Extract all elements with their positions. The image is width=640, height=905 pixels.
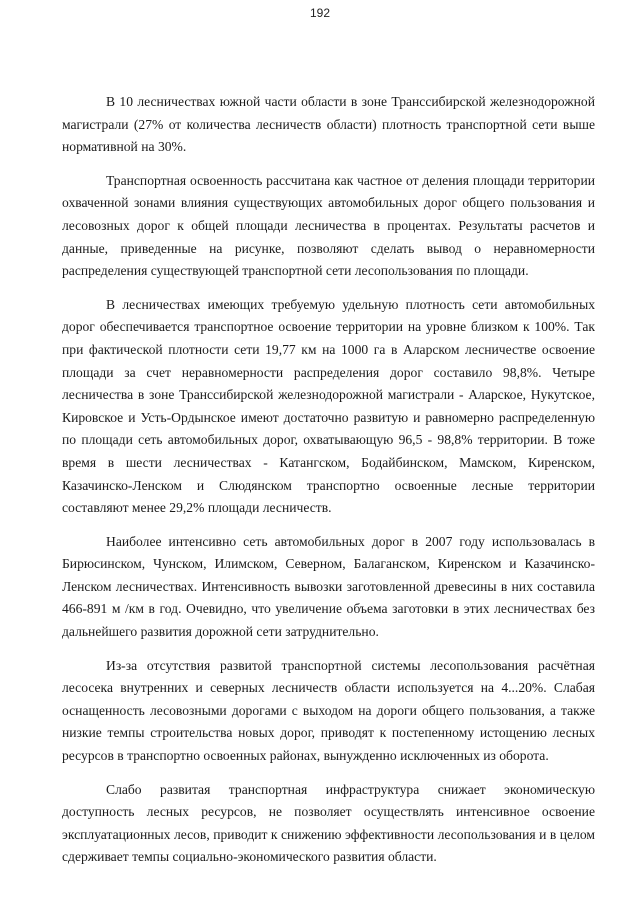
paragraph-2: Транспортная освоенность рассчитана как частное от деления площади территории охваченной зонами влияния существующих автомобильных дорог общего пользования и лесовозных дорог к общей площади лесничества в процентах. Результаты расчетов и данные, приведенные на рисунке, позволяют сделать вывод о неравномерности распределения существующей транспортной сети лесопользования по площади. [62,172,595,279]
paragraph-1: В 10 лесничествах южной части области в зоне Транссибирской железнодорожной магистрали (27% от количества лесничеств области) плотность транспортной сети выше нормативной на 30%. [62,94,595,155]
paragraph-3: В лесничествах имеющих требуемую удельную плотность сети автомобильных дорог обеспечивается транспортное освоение территории на уровне близком к 100%. Так при фактической плотности сети 19,77 км на 1000 га в Аларском лесничестве освоение площади за счет неравномерности распределения дорог составило 98,8%. Четыре лесничества в зоне Транссибирской железнодорожной магистрали - Аларское, Нукутское, Кировское и Усть-Ордынское имеют достаточно развитую и равномерно распределенную по площади сеть автомобильных дорог, охватывающую 96,5 - 98,8% территории. В тоже время в шести лесничествах - Катангском, Бодайбинском, Мамском, Киренском, Казачинско-Ленском и Слюдянском транспортно освоенные лесные территории составляют менее 29,2% площади лесничеств. [62,296,595,516]
paragraph-4: Наиболее интенсивно сеть автомобильных дорог в 2007 году использовалась в Бирюсинском, Чунском, Илимском, Северном, Балаганском, Киренском и Казачинско-Ленском лесничествах. Интенсивность вывозки заготовленной древесины в них составила 466-891 м /км в год. Очевидно, что увеличение объема заготовки в этих лесничествах без дальнейшего развития дорожной сети затруднительно. [62,533,595,640]
paragraph-5: Из-за отсутствия развитой транспортной системы лесопользования расчётная лесосека внутренних и северных лесничеств области используется на 4...20%. Слабая оснащенность лесовозными дорогами с выходом на дороги общего пользования, а также низкие темпы строительства новых дорог, приводят к постепенному истощению лесных ресурсов в транспортно освоенных районах, вынужденно исключенных из оборота. [62,657,595,764]
document-body [62,91,595,869]
paragraph-6: Слабо развитая транспортная инфраструктура снижает экономическую доступность лесных ресурсов, не позволяет осуществлять интенсивное освоение эксплуатационных лесов, приводит к снижению эффективности лесопользования и в целом сдерживает темпы социально-экономического развития области. [62,781,595,865]
page-number: 192 [309,6,331,20]
